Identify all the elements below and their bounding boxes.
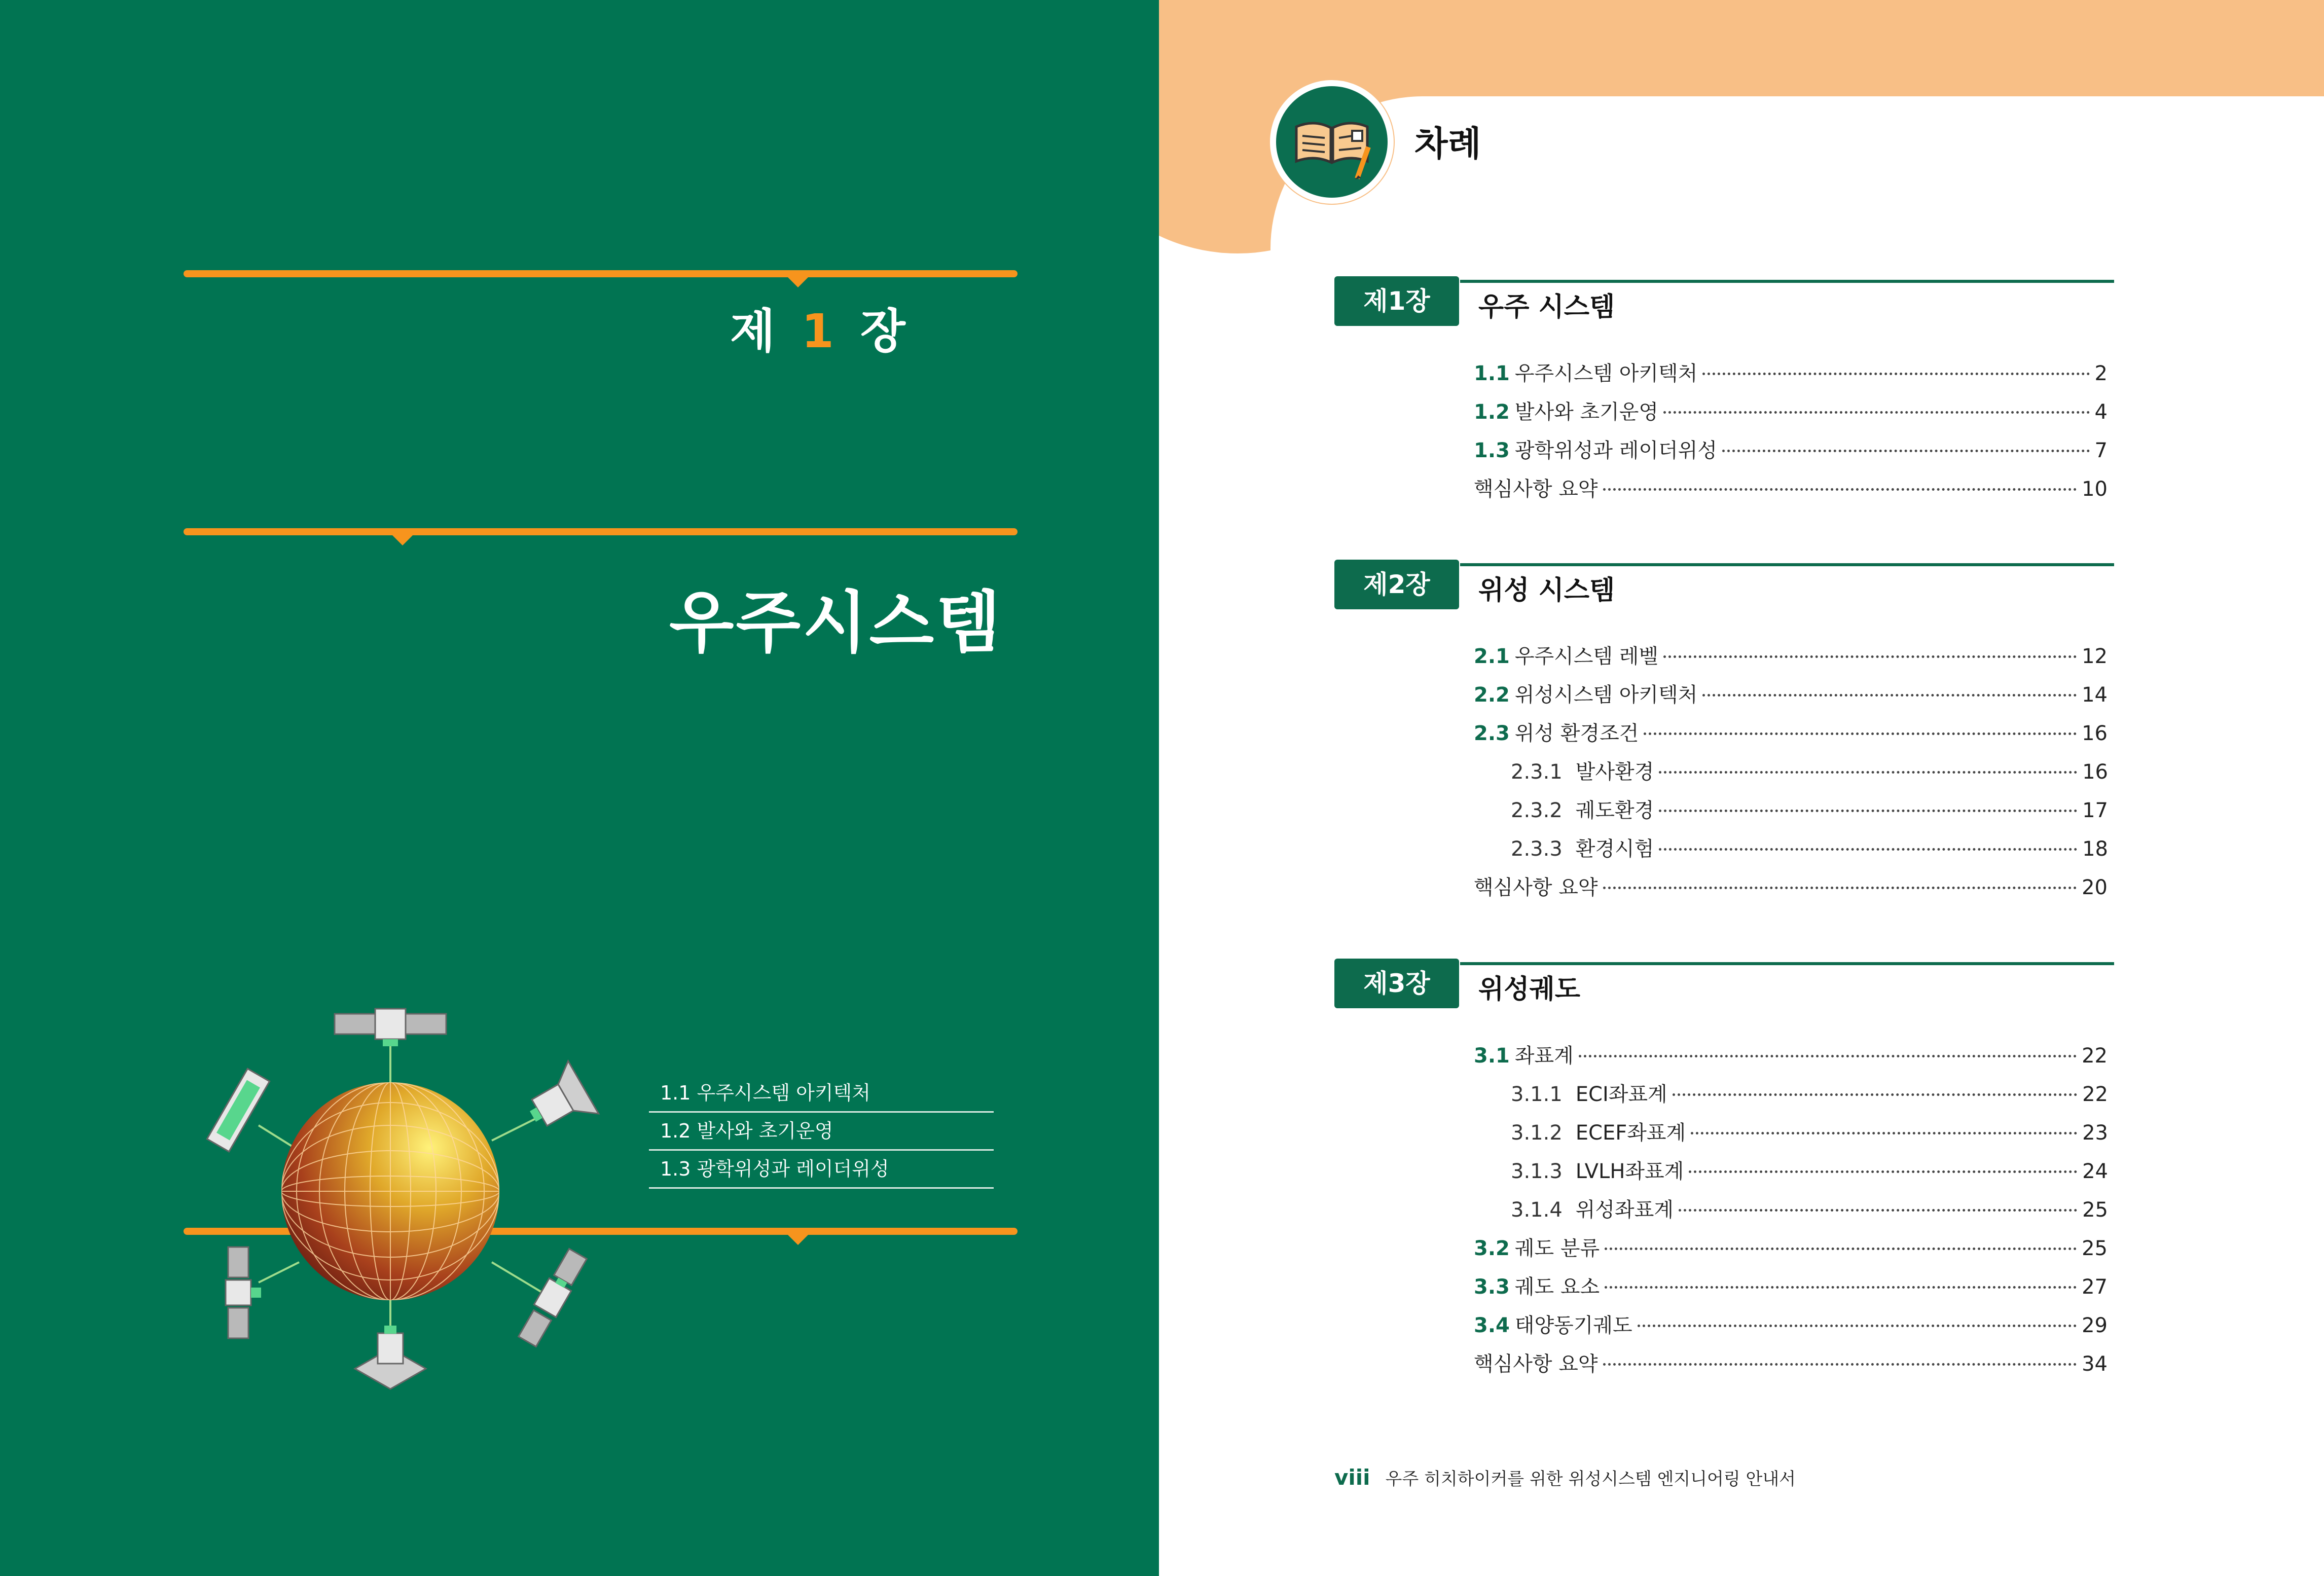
toc-subentry[interactable] <box>1511 794 2108 825</box>
entry-page: 25 <box>2082 1198 2108 1222</box>
entry-page: 2 <box>2094 362 2108 385</box>
entry-number: 3.2 <box>1474 1237 1510 1260</box>
toc-entry[interactable] <box>1474 473 2108 503</box>
entry-number: 1.1 <box>1474 362 1510 385</box>
chapter-name: 위성 시스템 <box>1478 575 1615 606</box>
divider-notch <box>787 1234 809 1245</box>
divider-notch <box>787 276 809 287</box>
satellite-icon <box>207 1069 269 1152</box>
toc-entry[interactable] <box>1474 396 2108 426</box>
page-number: viii <box>1334 1465 1370 1490</box>
section-item: 1.1 우주시스템 아키텍처 <box>649 1075 994 1113</box>
leader-dots <box>1659 810 2077 812</box>
satellite-icon <box>518 1061 599 1143</box>
entry-page: 16 <box>2082 760 2108 784</box>
entry-page: 22 <box>2082 1044 2108 1068</box>
entry-title: 위성시스템 아키텍처 <box>1514 683 1698 707</box>
chapter-cover-page <box>0 0 1159 1576</box>
entry-page: 22 <box>2082 1083 2108 1106</box>
entry-number: 3.1.3 <box>1511 1160 1563 1183</box>
entry-title: 핵심사항 요약 <box>1474 1352 1598 1376</box>
leader-dots <box>1605 1286 2077 1289</box>
chapter-rule <box>1460 280 2114 283</box>
leader-dots <box>1691 1132 2077 1134</box>
entry-number: 2.1 <box>1474 645 1510 668</box>
leader-dots <box>1603 887 2077 889</box>
chapter-number: 1 <box>801 304 839 358</box>
page-footer <box>1334 1465 1796 1490</box>
toc-subentry[interactable] <box>1511 1155 2108 1186</box>
entry-title: 궤도환경 <box>1575 799 1654 822</box>
toc-entry[interactable] <box>1474 357 2108 388</box>
entry-title: ECI좌표계 <box>1575 1083 1667 1106</box>
chapter-badge: 제1장 <box>1334 276 1459 326</box>
entry-title: ECEF좌표계 <box>1575 1121 1686 1145</box>
entry-page: 23 <box>2082 1121 2108 1145</box>
entry-number: 3.1.2 <box>1511 1121 1563 1145</box>
entry-title: 좌표계 <box>1514 1044 1574 1068</box>
toc-entry[interactable] <box>1474 434 2108 465</box>
entry-page: 7 <box>2094 439 2108 462</box>
entry-number: 1.2 <box>1474 400 1510 424</box>
leader-dots <box>1689 1170 2077 1173</box>
entry-number: 2.3.3 <box>1511 837 1563 861</box>
satellite-icon <box>335 1009 446 1046</box>
leader-dots <box>1673 1093 2077 1096</box>
leader-dots <box>1644 732 2077 735</box>
entry-number: 3.1.1 <box>1511 1083 1563 1106</box>
entry-title: 우주시스템 아키텍처 <box>1514 362 1698 385</box>
globe-illustration <box>183 988 639 1445</box>
entry-page: 27 <box>2082 1275 2108 1299</box>
toc-subentry[interactable] <box>1511 756 2108 786</box>
leader-dots <box>1663 655 2077 658</box>
divider-notch <box>391 534 414 545</box>
running-title: 우주 히치하이커를 위한 위성시스템 엔지니어링 안내서 <box>1385 1469 1796 1489</box>
chapter-badge: 제2장 <box>1334 560 1459 609</box>
chapter-label <box>730 294 911 361</box>
toc-entry[interactable] <box>1474 1348 2108 1378</box>
section-item: 1.2 발사와 초기운영 <box>649 1113 994 1151</box>
entry-number: 2.3.1 <box>1511 760 1563 784</box>
toc-subentry[interactable] <box>1511 1078 2108 1109</box>
entry-title: 환경시험 <box>1575 837 1654 861</box>
entry-number: 3.3 <box>1474 1275 1510 1299</box>
chapter-prefix: 제 <box>730 304 780 358</box>
toc-entry[interactable] <box>1474 679 2108 709</box>
leader-dots <box>1702 694 2077 697</box>
entry-title: 광학위성과 레이더위성 <box>1514 439 1717 462</box>
toc-header-badge <box>1270 80 1394 204</box>
toc-entry[interactable] <box>1474 1232 2108 1263</box>
chapter-badge: 제3장 <box>1334 959 1459 1008</box>
chapter-suffix: 장 <box>860 304 911 358</box>
divider-middle <box>184 528 1018 535</box>
entry-number: 1.3 <box>1474 439 1510 462</box>
entry-title: 궤도 요소 <box>1514 1275 1600 1299</box>
satellite-icon <box>226 1247 261 1338</box>
open-book-icon <box>1276 86 1388 198</box>
entry-page: 16 <box>2082 722 2108 745</box>
toc-title: 차례 <box>1414 124 1481 164</box>
entry-page: 25 <box>2082 1237 2108 1260</box>
chapter-name: 위성궤도 <box>1478 974 1580 1005</box>
toc-entry[interactable] <box>1474 640 2108 671</box>
entry-title: 우주시스템 레벨 <box>1514 645 1659 668</box>
entry-number: 3.1 <box>1474 1044 1510 1068</box>
leader-dots <box>1659 771 2077 774</box>
entry-number: 2.3 <box>1474 722 1510 745</box>
leader-dots <box>1603 1363 2077 1366</box>
entry-title: 위성 환경조건 <box>1514 722 1639 745</box>
entry-page: 29 <box>2082 1314 2108 1337</box>
toc-entry[interactable] <box>1474 1040 2108 1070</box>
chapter-section-list <box>649 1075 994 1189</box>
leader-dots <box>1638 1325 2077 1327</box>
entry-page: 12 <box>2082 645 2108 668</box>
entry-page: 17 <box>2082 799 2108 822</box>
entry-page: 20 <box>2082 876 2108 899</box>
entry-title: 핵심사항 요약 <box>1474 876 1598 899</box>
leader-dots <box>1659 848 2077 851</box>
entry-page: 14 <box>2082 683 2108 707</box>
leader-dots <box>1702 373 2089 375</box>
leader-dots <box>1605 1248 2077 1250</box>
entry-page: 4 <box>2094 400 2108 424</box>
toc-entry[interactable] <box>1474 1271 2108 1301</box>
leader-dots <box>1603 488 2077 491</box>
entry-number: 2.3.2 <box>1511 799 1563 822</box>
leader-dots <box>1579 1055 2077 1057</box>
toc-entry[interactable] <box>1474 871 2108 902</box>
chapter-rule <box>1460 962 2114 965</box>
divider-top <box>184 270 1018 277</box>
entry-title: 태양동기궤도 <box>1514 1314 1632 1337</box>
entry-number: 3.4 <box>1474 1314 1510 1337</box>
entry-page: 34 <box>2082 1352 2108 1376</box>
entry-title: 위성좌표계 <box>1575 1198 1674 1222</box>
entry-title: 발사환경 <box>1575 760 1654 784</box>
entry-title: 발사와 초기운영 <box>1514 400 1659 424</box>
toc-subentry[interactable] <box>1511 1194 2108 1224</box>
chapter-name: 우주 시스템 <box>1478 292 1615 322</box>
entry-page: 24 <box>2082 1160 2108 1183</box>
chapter-rule <box>1460 563 2114 566</box>
satellite-icon <box>355 1326 426 1389</box>
leader-dots <box>1663 411 2089 414</box>
entry-title: 궤도 분류 <box>1514 1237 1600 1260</box>
section-item: 1.3 광학위성과 레이더위성 <box>649 1151 994 1189</box>
entry-title: LVLH좌표계 <box>1575 1160 1684 1183</box>
leader-dots <box>1722 450 2090 452</box>
leader-dots <box>1679 1209 2077 1212</box>
toc-entry[interactable] <box>1474 1309 2108 1340</box>
toc-entry[interactable] <box>1474 717 2108 748</box>
entry-page: 18 <box>2082 837 2108 861</box>
toc-subentry[interactable] <box>1511 1117 2108 1147</box>
satellite-icon <box>516 1248 589 1348</box>
entry-page: 10 <box>2082 478 2108 501</box>
entry-number: 3.1.4 <box>1511 1198 1563 1222</box>
toc-subentry[interactable] <box>1511 833 2108 863</box>
chapter-title: 우주시스템 <box>669 584 1003 662</box>
entry-title: 핵심사항 요약 <box>1474 478 1598 501</box>
entry-number: 2.2 <box>1474 683 1510 707</box>
